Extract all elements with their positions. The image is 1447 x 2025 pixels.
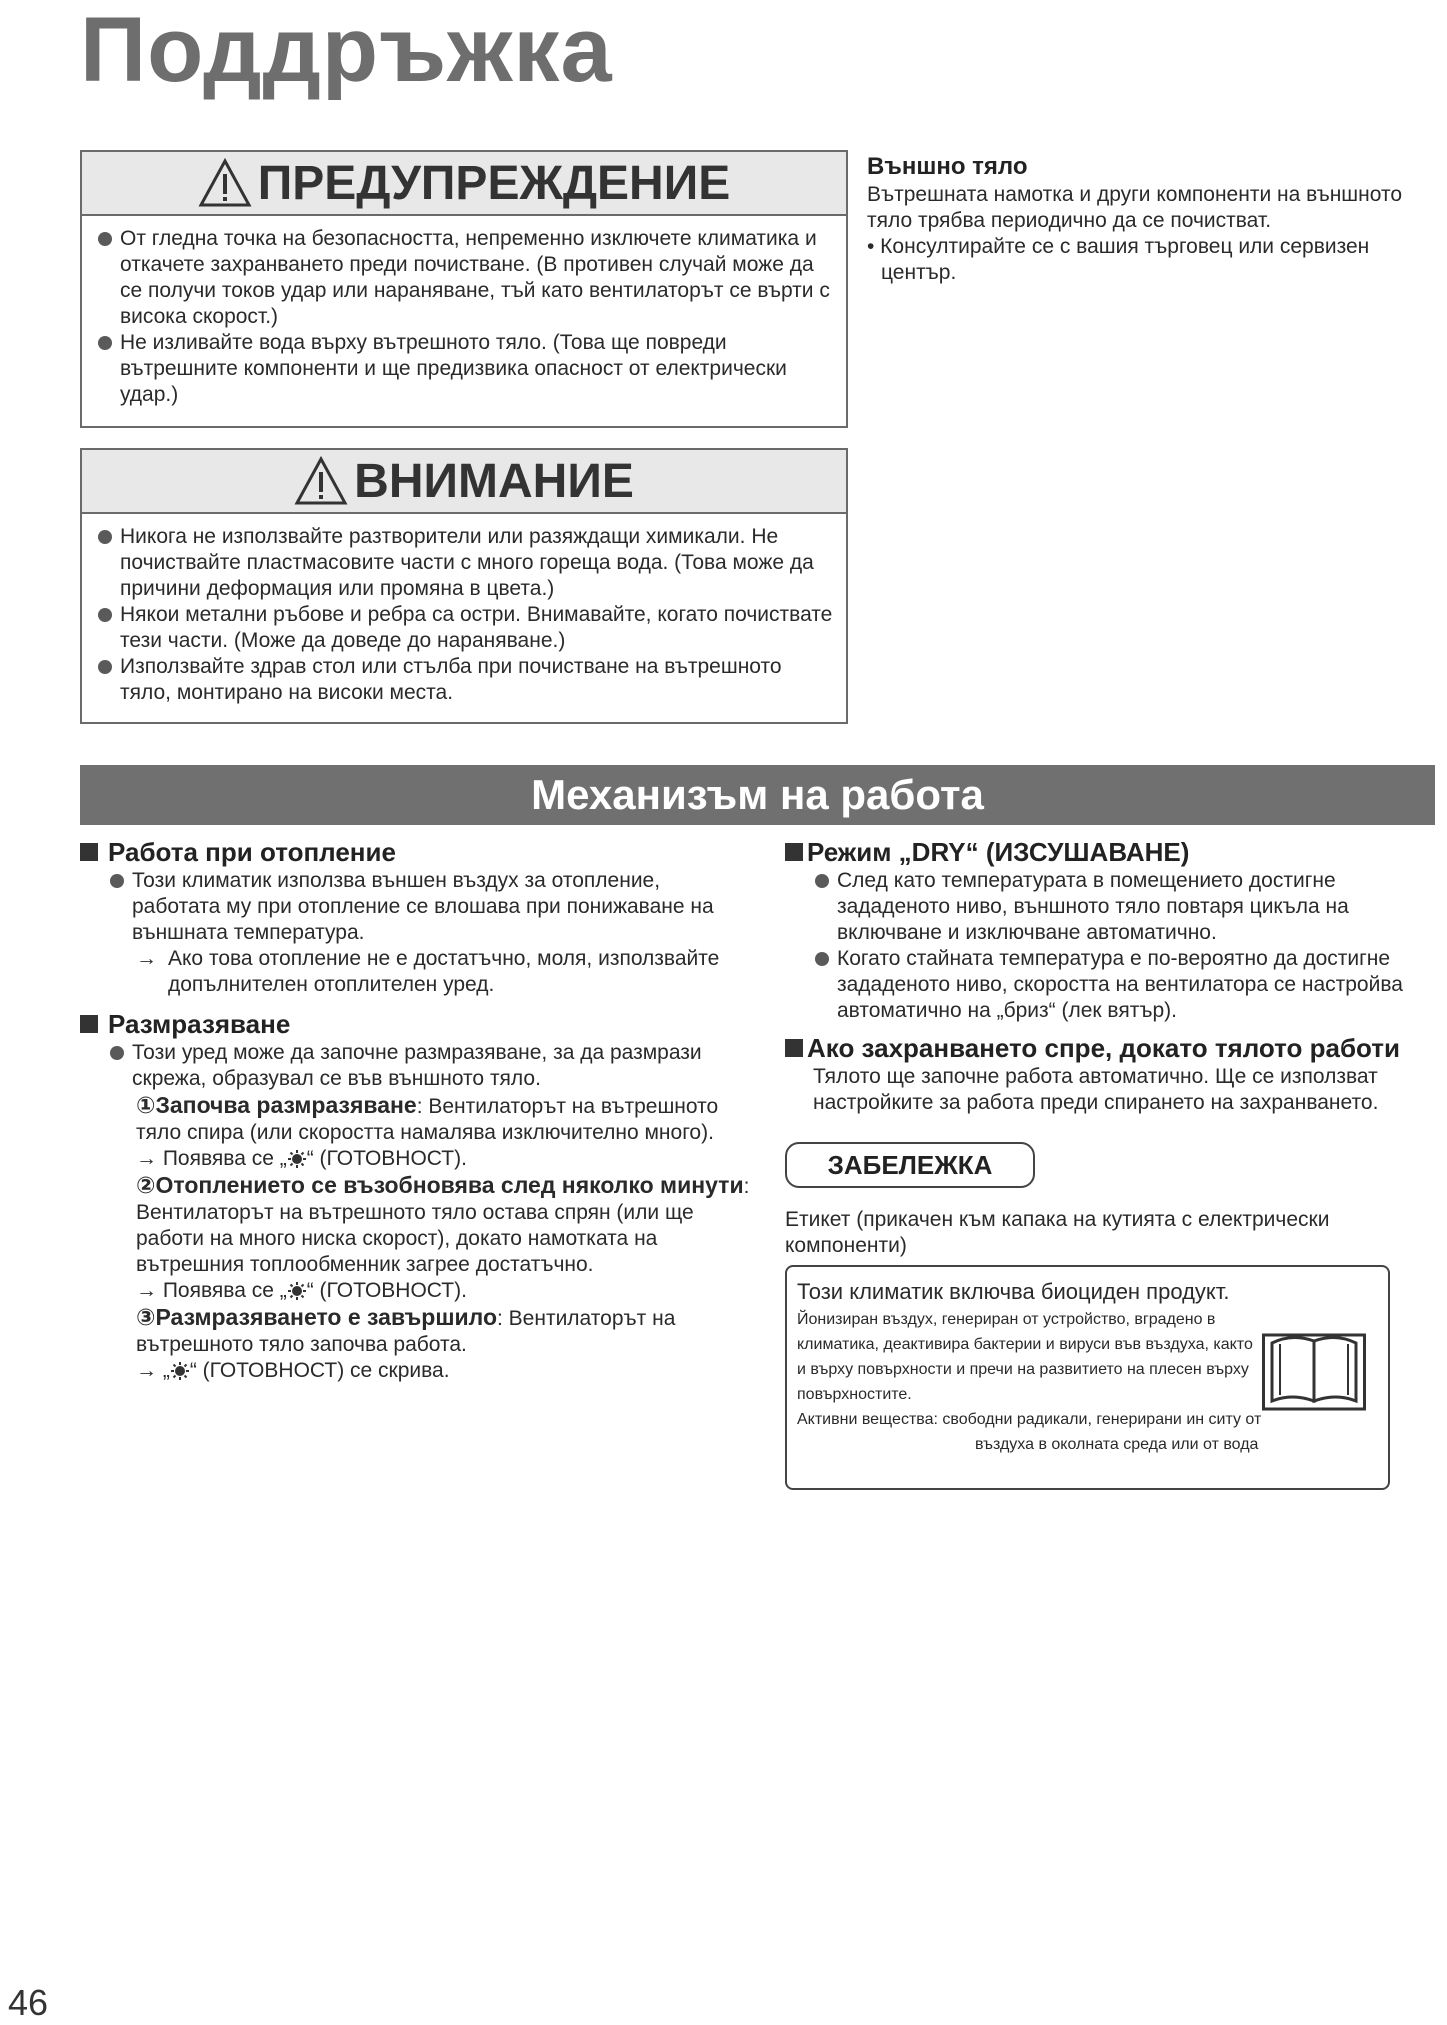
square-bullet-icon [80,843,98,861]
power-text: Тялото ще започне работа автоматично. Ще се използват настройките за работа преди спирането на захранването. [813,1065,1379,1114]
bullet-dot-icon [815,952,829,966]
defrost-step-2-result: → Появява се „ “ (ГОТОВНОСТ). [136,1279,467,1302]
caution-body [82,514,846,706]
square-bullet-icon [785,1039,803,1057]
outdoor-bullet: • Консултирайте се с вашия търговец или сервизен [867,235,1370,258]
heating-note: → Ако това отопление не е достатъчно, моля, използвайте допълнителен отоплителен уред. [136,947,720,996]
warning-box [80,150,848,428]
page-number: 46 [8,1982,49,2023]
left-column [80,836,750,1384]
warning-item: От гледна точка на безопасността, непременно изключете климатика и откачете захранването преди почистване. (В противен случай може да се получи токов удар или нараняване, тъй като вентилаторът се върти с висока скорост.) [96,226,836,330]
defrost-step-1-result: → Появява се „ “ (ГОТОВНОСТ). [136,1147,467,1170]
mechanism-banner: Механизъм на работа [80,765,1435,825]
ready-indicator-icon [288,1282,306,1300]
bullet-dot-icon [98,336,112,350]
note-badge: ЗАБЕЛЕЖКА [785,1142,1035,1188]
bullet-dot-icon [110,874,124,888]
defrost-step-2: ②Отоплението се възобновява след няколко минути: Вентилаторът на вътрешното тяло остава спрян (или ще работи на много ниска скорост), докато намотката на вътрешния топлообменник загрее достатъчно. → Появява се „ “ (ГОТОВНОСТ). [136,1172,750,1302]
ready-indicator-icon [171,1362,189,1380]
bullet-dot-icon [98,608,112,622]
bullet-dot-icon [98,232,112,246]
defrost-bullet: Този уред може да започне размразяване, за да размрази скрежа, образувал се във външното тяло. [80,1040,750,1092]
bullet-dot-icon [98,530,112,544]
bullet-dot-icon [815,874,829,888]
outdoor-heading: Външно тяло [867,153,1028,180]
warning-triangle-icon [198,158,252,208]
open-book-icon [1262,1329,1366,1411]
outdoor-section [867,152,1437,286]
dry-item: След като температурата в помещението достигне зададеното ниво, външното тяло повтаря цикъла на включване и изключване автоматично. [785,868,1440,946]
caution-header [82,450,846,514]
defrost-step-3-result: → „ “ (ГОТОВНОСТ) се скрива. [136,1359,450,1382]
label-title: Този климатик включва биоциден продукт. [797,1279,1230,1304]
heating-bullet: Този климатик използва външен въздух за отопление, работата му при отопление се влошава при понижаване на външната температура. [80,868,750,946]
caution-title: ВНИМАНИЕ [354,454,634,508]
caution-item: Използвайте здрав стол или стълба при почистване на вътрешното тяло, монтирано на високи места. [96,654,836,706]
bullet-dot-icon [98,660,112,674]
warning-body [82,216,846,408]
page-title: Поддръжка [80,0,613,101]
square-bullet-icon [80,1015,98,1033]
bullet-dot-icon [110,1046,124,1060]
label-active: Активни вещества: свободни радикали, генерирани ин ситу от [797,1411,1262,1428]
defrost-step-3: ③Размразяването е завършило: Вентилаторът на вътрешното тяло започва работа. → „ “ (ГОТОВНОСТ) се скрива. [80,1304,750,1384]
warning-header [82,152,846,216]
defrost-step-1: ①Започва размразяване: Вентилаторът на вътрешното тяло спира (или скоростта намалява изключително много). → Появява се „ “ (ГОТОВНОСТ). [80,1092,750,1172]
arrow-icon: → [136,947,157,970]
warning-triangle-icon [294,456,348,506]
outdoor-bullet-cont: център. [881,261,957,284]
caution-item: Никога не използвайте разтворители или разяждащи химикали. Не почиствайте пластмасовите части с много гореща вода. (Това може да причини деформация или промяна в цвета.) [96,524,836,602]
caution-item: Някои метални ръбове и ребра са остри. Внимавайте, когато почиствате тези части. (Може да доведе до нараняване.) [96,602,836,654]
label-body: Йонизиран въздух, генериран от устройство, вградено в климатика, деактивира бактерии и вируси във въздуха, както и върху повърхности и пречи на развитието на плесен върху повърхностите. [797,1311,1253,1403]
ready-indicator-icon [288,1150,306,1168]
square-bullet-icon [785,843,803,861]
dry-heading: Режим „DRY“ (ИЗСУШАВАНЕ) [785,836,1440,868]
power-heading: Ако захранването спре, докато тялото работи [785,1032,1440,1064]
outdoor-text: Вътрешната намотка и други компоненти на външното тяло трябва периодично да се почистват. [867,183,1403,232]
heating-heading: Работа при отопление [80,836,750,868]
right-column [785,836,1440,1116]
caution-box [80,448,848,724]
defrost-heading: Размразяване [80,1008,750,1040]
warning-title: ПРЕДУПРЕЖДЕНИЕ [257,156,731,210]
label-intro: Етикет (прикачен към капака на кутията с електрически компоненти) [785,1208,1330,1257]
biocide-label-box [785,1265,1390,1490]
dry-item: Когато стайната температура е по-вероятно да достигне зададеното ниво, скоростта на вентилатора се настройва автоматично на „бриз“ (лек вятър). [785,946,1440,1024]
warning-item: Не изливайте вода върху вътрешното тяло. (Това ще повреди вътрешните компоненти и ще предизвика опасност от електрически удар.) [96,330,836,408]
label-active-cont: въздуха в околната среда или от вода [975,1436,1259,1453]
